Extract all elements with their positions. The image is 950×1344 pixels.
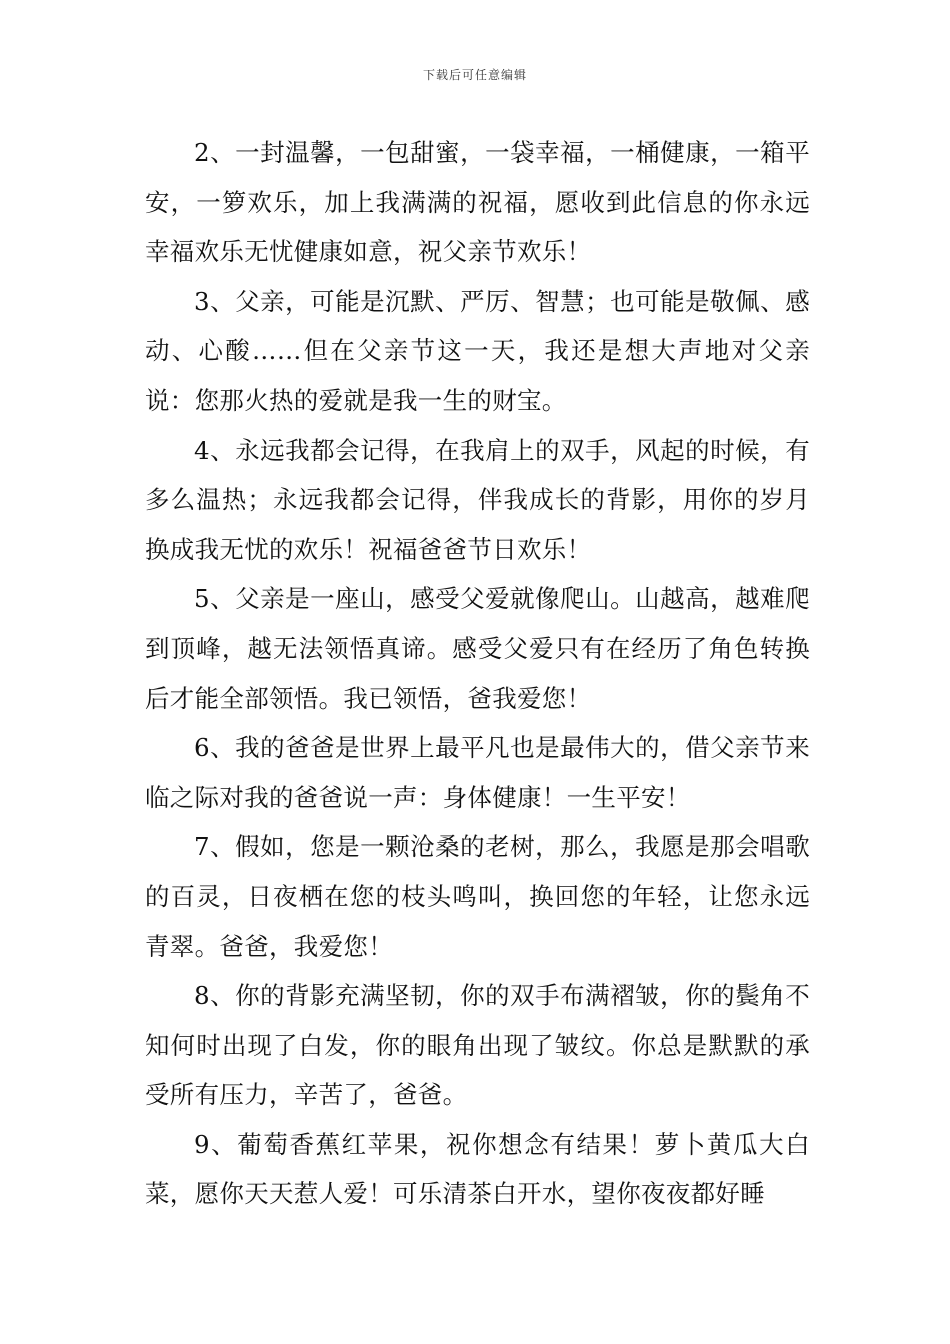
page-header: 下载后可任意编辑 — [422, 68, 527, 82]
paragraph-7: 7、假如，您是一颗沧桑的老树，那么，我愿是那会唱歌的百灵，日夜栖在您的枝头鸣叫，换回您的年轻，让您永远青翠。爸爸，我爱您！ — [145, 832, 810, 961]
paragraph-3: 3、父亲，可能是沉默、严厉、智慧；也可能是敬佩、感动、心酸……但在父亲节这一天，我还是想大声地对父亲说：您那火热的爱就是我一生的财宝。 — [145, 286, 810, 415]
paragraph-4: 4、永远我都会记得，在我肩上的双手，风起的时候，有多么温热；永远我都会记得，伴我成长的背影，用你的岁月换成我无忧的欢乐！祝福爸爸节日欢乐！ — [145, 435, 810, 564]
paragraph-8: 8、你的背影充满坚韧，你的双手布满褶皱，你的鬓角不知何时出现了白发，你的眼角出现了皱纹。你总是默默的承受所有压力，辛苦了，爸爸。 — [145, 981, 810, 1110]
document-body — [145, 128, 810, 1219]
paragraph-6: 6、我的爸爸是世界上最平凡也是最伟大的，借父亲节来临之际对我的爸爸说一声：身体健康！一生平安！ — [145, 733, 810, 812]
paragraph-9: 9、葡萄香蕉红苹果，祝你想念有结果！萝卜黄瓜大白菜，愿你天天惹人爱！可乐清茶白开水，望你夜夜都好睡 — [145, 1129, 810, 1209]
paragraph-2: 2、一封温馨，一包甜蜜，一袋幸福，一桶健康，一箱平安，一箩欢乐，加上我满满的祝福，愿收到此信息的你永远幸福欢乐无忧健康如意，祝父亲节欢乐！ — [145, 138, 810, 267]
paragraph-5: 5、父亲是一座山，感受父爱就像爬山。山越高，越难爬到顶峰，越无法领悟真谛。感受父爱只有在经历了角色转换后才能全部领悟。我已领悟，爸我爱您！ — [145, 584, 810, 713]
